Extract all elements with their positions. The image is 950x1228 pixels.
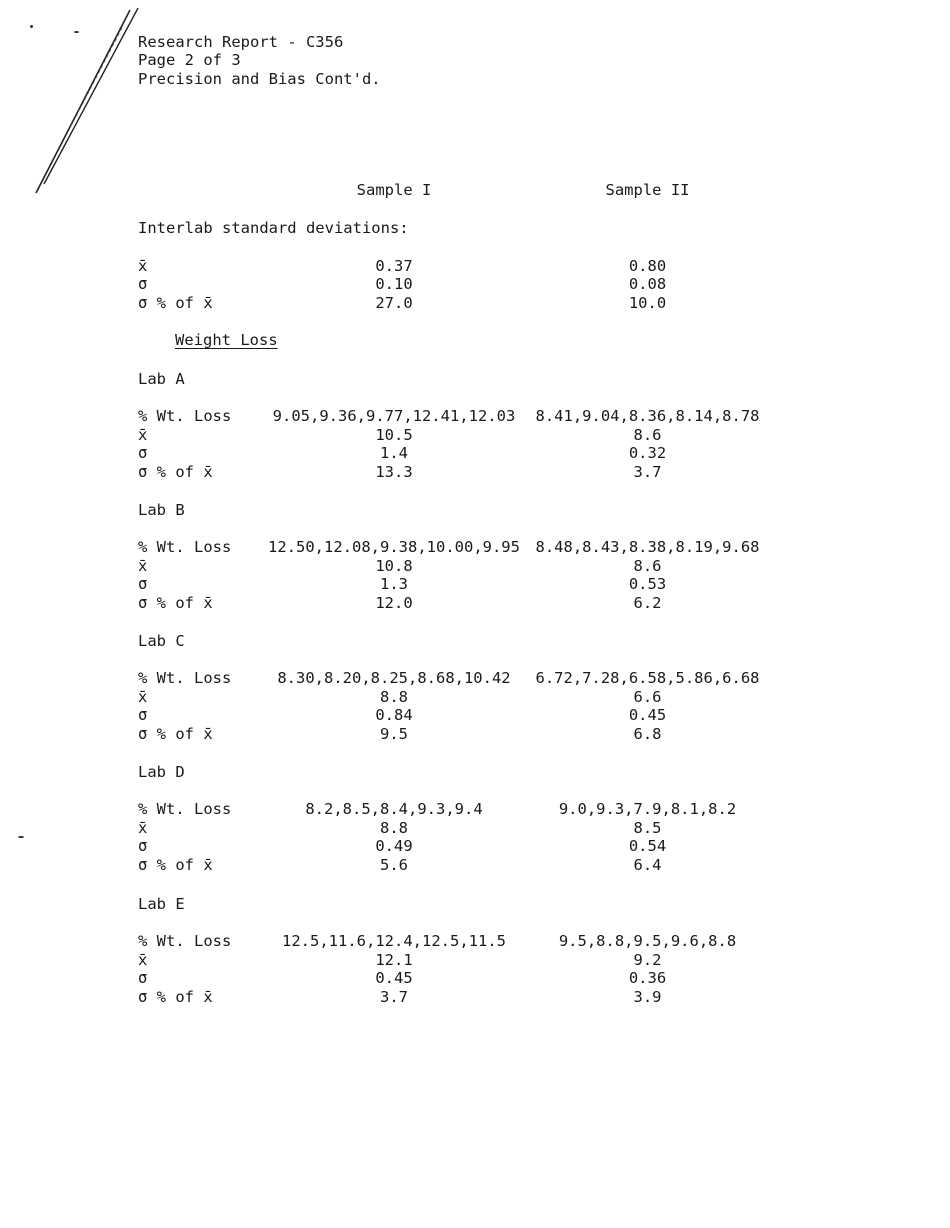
table-row [0,706,950,724]
sample-i-value: 9.5 [380,725,408,744]
lab-heading: Lab D [138,763,185,781]
sample-ii-value: 0.36 [628,969,667,988]
lab-heading: Lab C [138,632,185,650]
row-label: σ % of x̄ [138,463,213,482]
row-label: x̄ [138,556,148,575]
table-row [0,257,950,275]
row-label: σ [138,444,148,463]
weight-loss-heading: Weight Loss [175,331,278,349]
sample-ii-value: 8.41,9.04,8.36,8.14,8.78 [535,407,760,425]
sample-i-value: 8.8 [380,818,408,837]
table-row [0,463,950,481]
sample-ii-value: 3.7 [633,463,662,482]
lab-heading: Lab E [138,895,185,913]
row-label: x̄ [138,425,148,444]
sample-i-value: 3.7 [380,988,408,1007]
row-label: σ [138,837,148,856]
row-label: σ [138,706,148,725]
sample-ii-value: 6.4 [633,856,662,875]
interlab-heading: Interlab standard deviations: [138,219,409,237]
table-row [0,856,950,874]
speck-mark [74,31,79,33]
sample-i-value: 12.5,11.6,12.4,12.5,11.5 [282,932,506,950]
table-row [0,932,950,950]
sample-ii-value: 0.45 [628,706,667,725]
table-row [0,594,950,612]
sample-ii-value: 8.6 [633,556,662,575]
sample-ii-value: 10.0 [628,294,667,312]
row-label: σ % of x̄ [138,294,213,312]
table-row [0,988,950,1006]
pen-mark-decoration [30,8,150,198]
speck-mark [30,25,33,28]
table-row [0,294,950,312]
sample-ii-value: 9.2 [633,950,662,969]
table-row [0,725,950,743]
sample-i-value: 0.49 [375,837,413,856]
sample-ii-value: 9.0,9.3,7.9,8.1,8.2 [558,800,737,818]
row-label: % Wt. Loss [138,932,232,950]
sample-i-value: 12.0 [375,594,413,613]
sample-i-value: 8.2,8.5,8.4,9.3,9.4 [305,800,483,818]
sample-i-value: 1.4 [380,444,408,463]
table-row [0,538,950,556]
row-label: σ % of x̄ [138,725,213,744]
sample-i-value: 12.50,12.08,9.38,10.00,9.95 [268,538,520,556]
table-row [0,688,950,706]
sample-ii-value: 8.6 [633,425,662,444]
sample-i-value: 0.45 [375,969,413,988]
row-label: σ % of x̄ [138,988,213,1007]
sample-i-value: 1.3 [380,575,408,594]
sample-i-value: 0.10 [375,275,413,293]
table-row [0,837,950,855]
sample-ii-value: 6.6 [633,687,662,706]
row-label: % Wt. Loss [138,538,232,556]
sample-i-value: 12.1 [375,950,413,969]
row-label: σ [138,275,148,293]
sample-ii-value: 3.9 [633,988,662,1007]
row-label: x̄ [138,950,148,969]
table-row [0,407,950,425]
table-row [0,426,950,444]
table-row [0,275,950,293]
report-title: Research Report - C356 [138,33,344,51]
sample-i-value: 8.30,8.20,8.25,8.68,10.42 [277,669,511,687]
lab-heading: Lab A [138,370,185,388]
row-label: σ [138,969,148,988]
sample-ii-value: 9.5,8.8,9.5,9.6,8.8 [558,932,737,950]
table-row [0,969,950,987]
sample-ii-value: 0.08 [628,275,667,293]
row-label: % Wt. Loss [138,407,232,425]
sample-i-value: 0.84 [375,706,413,725]
table-row [0,444,950,462]
row-label: % Wt. Loss [138,800,232,818]
sample-ii-value: 6.72,7.28,6.58,5.86,6.68 [535,669,760,687]
sample-ii-value: 8.48,8.43,8.38,8.19,9.68 [535,538,760,556]
row-label: σ [138,575,148,594]
sample-ii-value: 0.54 [628,837,667,856]
sample-ii-value: 6.8 [633,725,662,744]
row-label: x̄ [138,818,148,837]
table-row [0,669,950,687]
lab-heading: Lab B [138,501,185,519]
table-row [0,800,950,818]
table-row [0,951,950,969]
row-label: % Wt. Loss [138,669,232,687]
row-label: x̄ [138,257,148,275]
table-row [0,557,950,575]
sample-i-value: 8.8 [380,687,408,706]
sample-ii-value: 0.53 [628,575,667,594]
sample-i-value: 10.8 [375,556,413,575]
table-row [0,575,950,593]
table-row [0,819,950,837]
sample-ii-value: 6.2 [633,594,662,613]
sample-i-value: 27.0 [375,294,413,312]
row-label: σ % of x̄ [138,594,213,613]
page-number: Page 2 of 3 [138,51,241,69]
sample-ii-value: 0.80 [628,257,667,275]
sample-i-value: 10.5 [375,425,413,444]
sample-ii-value: 8.5 [633,818,662,837]
sample-i-header: Sample I [356,181,432,199]
section-title: Precision and Bias Cont'd. [138,70,381,88]
row-label: σ % of x̄ [138,856,213,875]
sample-i-value: 9.05,9.36,9.77,12.41,12.03 [272,407,516,425]
sample-i-value: 0.37 [375,257,413,275]
column-headers [0,181,950,199]
sample-i-value: 13.3 [375,463,413,482]
sample-ii-header: Sample II [605,181,690,199]
row-label: x̄ [138,687,148,706]
sample-i-value: 5.6 [380,856,408,875]
sample-ii-value: 0.32 [628,444,667,463]
